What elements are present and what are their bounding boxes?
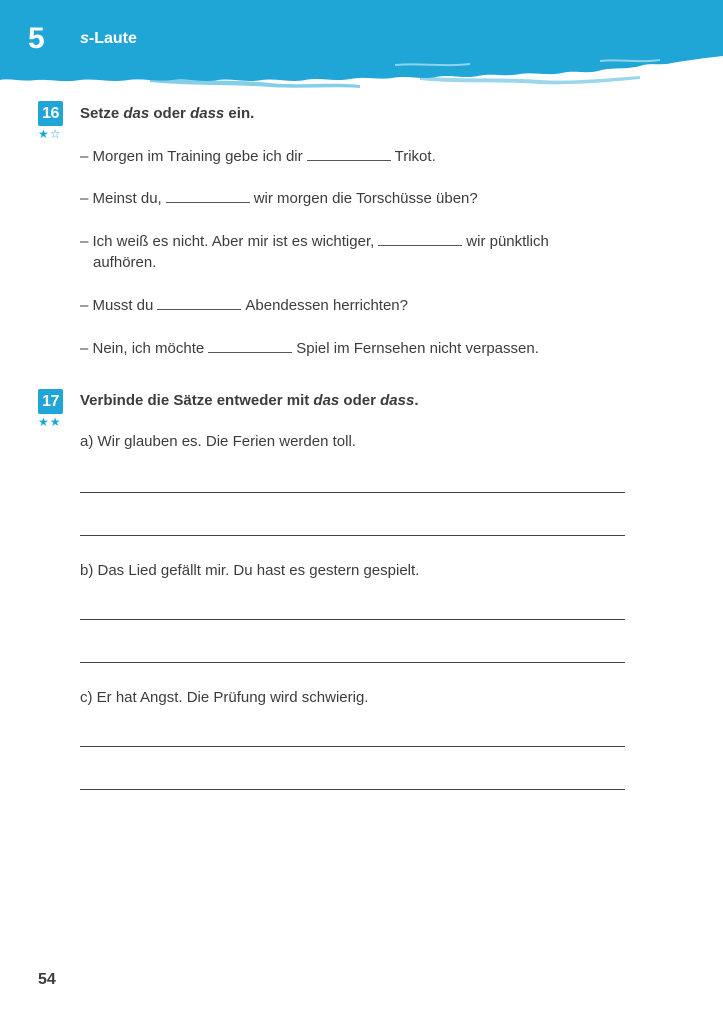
heading-word-das: das: [313, 392, 340, 409]
fill-in-line-4: [80, 295, 408, 316]
heading-text: oder: [149, 105, 191, 122]
heading-text: Setze: [80, 105, 124, 122]
exercise-17-heading: [80, 391, 418, 411]
chapter-title-prefix: s: [80, 30, 89, 47]
exercise-16-stars: ★☆: [38, 127, 62, 141]
chapter-title-rest: -Laute: [88, 30, 137, 47]
exercise-16-heading: [80, 104, 254, 124]
answer-line[interactable]: [80, 746, 625, 747]
fill-blank[interactable]: [166, 188, 250, 203]
task-b: b) Das Lied gefällt mir. Du hast es gestern gespielt.: [80, 562, 420, 579]
line-text-after: Abendessen herrichten?: [245, 297, 408, 314]
line-text-before: – Nein, ich möchte: [80, 340, 205, 357]
fill-blank[interactable]: [208, 338, 292, 353]
heading-text: oder: [339, 392, 381, 409]
heading-text: Verbinde die Sätze entweder mit: [80, 392, 314, 409]
exercise-16-badge: 16: [38, 101, 63, 126]
line-text-before: – Meinst du,: [80, 190, 162, 207]
fill-blank[interactable]: [378, 231, 462, 246]
heading-word-das: das: [123, 105, 150, 122]
answer-line[interactable]: [80, 492, 625, 493]
chapter-title: [80, 29, 137, 49]
exercise-17-stars: ★★: [38, 415, 62, 429]
page-number: 54: [38, 971, 56, 988]
fill-in-line-1: [80, 146, 436, 167]
line-text-after: wir pünktlich: [466, 233, 549, 250]
heading-word-dass: dass: [190, 105, 225, 122]
answer-line[interactable]: [80, 619, 625, 620]
fill-blank[interactable]: [157, 295, 241, 310]
line-text-before: – Ich weiß es nicht. Aber mir ist es wichtiger,: [80, 233, 375, 250]
answer-line[interactable]: [80, 662, 625, 663]
chapter-header: [0, 0, 723, 92]
fill-in-line-5: [80, 338, 539, 359]
heading-text: .: [414, 392, 419, 409]
fill-blank[interactable]: [307, 146, 391, 161]
heading-word-dass: dass: [380, 392, 415, 409]
fill-in-line-3: [80, 231, 549, 273]
answer-line[interactable]: [80, 535, 625, 536]
line-text-before: – Morgen im Training gebe ich dir: [80, 148, 303, 165]
heading-text: ein.: [224, 105, 255, 122]
exercise-17-badge: 17: [38, 389, 63, 414]
line-text-before: – Musst du: [80, 297, 154, 314]
line-text-after: wir morgen die Torschüsse üben?: [253, 190, 478, 207]
answer-line[interactable]: [80, 789, 625, 790]
task-a: a) Wir glauben es. Die Ferien werden toll.: [80, 433, 356, 450]
line-text-after: Trikot.: [394, 148, 436, 165]
line-text-after: Spiel im Fernsehen nicht verpassen.: [296, 340, 539, 357]
fill-in-line-2: [80, 188, 478, 209]
chapter-number: 5: [28, 22, 45, 55]
task-c: c) Er hat Angst. Die Prüfung wird schwierig.: [80, 689, 369, 706]
line-text-continuation: aufhören.: [93, 254, 157, 271]
